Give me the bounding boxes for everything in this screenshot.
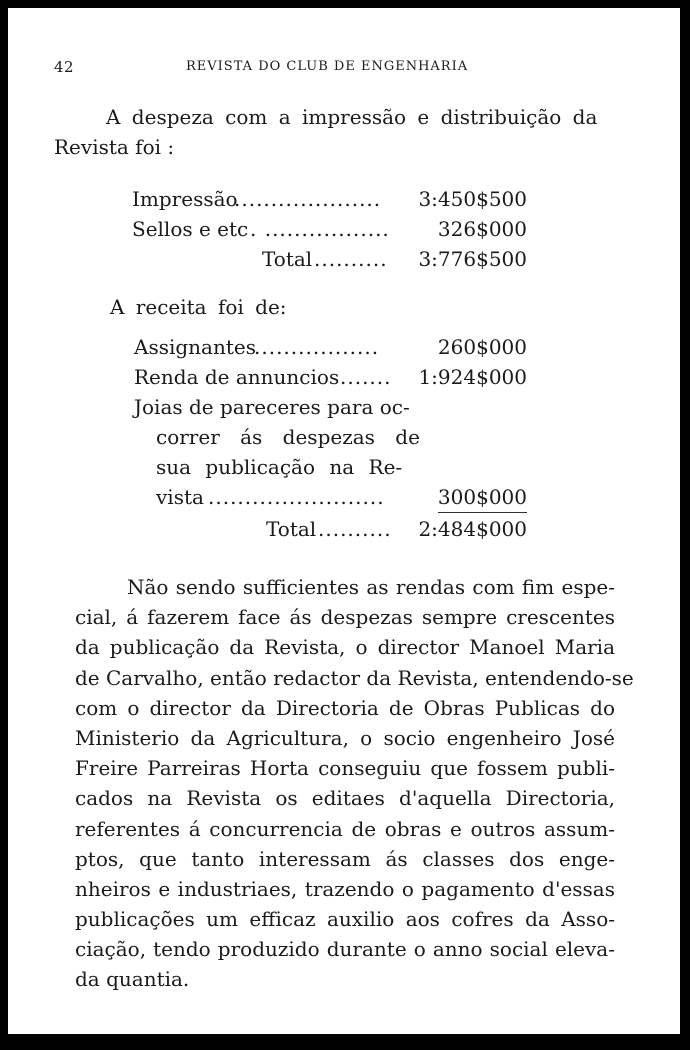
paragraph-line: ciação, tendo produzido durante o anno social eleva-: [75, 937, 615, 962]
intro-line-1: A despeza com a impressão e distribuição da: [106, 105, 598, 129]
ledger-row: [8, 184, 680, 214]
paragraph-line: da publicação da Revista, o director Manoel Maria: [75, 635, 615, 660]
paragraph-line: da quantia.: [75, 967, 190, 992]
ledger-label: vista: [156, 485, 204, 509]
ledger-row: [8, 452, 680, 482]
ledger-row: [8, 482, 680, 512]
leader-dots: .................: [254, 335, 380, 359]
ledger-label: Joias de pareceres para oc-: [134, 395, 410, 419]
leader-dots: ..........: [318, 517, 392, 541]
running-title: REVISTA DO CLUB DE ENGENHARIA: [186, 59, 469, 74]
ledger-total-amount: 3:776$500: [418, 247, 527, 271]
paragraph-line: com o director da Directoria de Obras Publicas do: [75, 695, 615, 720]
page-number: 42: [54, 58, 75, 76]
ledger-total-row: [8, 244, 680, 274]
leader-dots: . .................: [250, 217, 390, 241]
ledger-label: sua publicação na Re-: [156, 455, 403, 479]
paragraph-line: cial, á fazerem face ás despezas sempre crescentes: [75, 605, 615, 630]
page-header: [54, 56, 640, 80]
body-paragraph: [75, 572, 634, 995]
paragraph-line: Freire Parreiras Horta conseguiu que fossem publi-: [75, 756, 615, 781]
ledger-amount: 326$000: [437, 217, 527, 241]
ledger-total-amount: 2:484$000: [418, 517, 527, 541]
paragraph-line: ptos, que tanto interessam ás classes dos enge-: [75, 846, 615, 871]
paragraph-line: referentes á concurrencia de obras e outros assum-: [75, 816, 615, 841]
paragraph-line: Não sendo sufficientes as rendas com fim espe-: [127, 575, 615, 599]
paragraph-line: nheiros e industriaes, trazendo o pagamento d'essas: [75, 876, 615, 901]
leader-dots: ..........: [314, 247, 388, 271]
ledger-label: correr ás despezas de: [156, 425, 420, 449]
intro-line-2: Revista foi :: [54, 135, 175, 159]
ledger-total-row: [8, 514, 680, 544]
ledger-row: [8, 332, 680, 362]
leader-dots: ....................: [234, 187, 382, 211]
ledger-row: [8, 392, 680, 422]
ledger-row: [8, 214, 680, 244]
paragraph-line: publicações um efficaz auxilio aos cofres da Asso-: [75, 907, 615, 932]
paragraph-line: cados na Revista os editaes d'aquella Directoria,: [75, 786, 615, 811]
ledger-row: [8, 422, 680, 452]
paragraph-line: de Carvalho, então redactor da Revista, entendendo-se: [75, 665, 634, 690]
ledger-total-label: Total: [266, 517, 317, 541]
ledger-total-label: Total: [262, 247, 313, 271]
ledger-label: Assignantes: [134, 335, 256, 359]
ledger-amount: 3:450$500: [418, 187, 527, 211]
ledger-row: [8, 362, 680, 392]
ledger-amount: 260$000: [437, 335, 527, 359]
paragraph-line: Ministerio da Agricultura, o socio engenheiro José: [75, 725, 615, 750]
ledger-label: Renda de annuncios: [134, 365, 340, 389]
leader-dots: .......: [340, 365, 392, 389]
receipts-title: A receita foi de:: [110, 295, 287, 319]
book-page: [8, 8, 680, 1034]
ledger-label: Impressão: [132, 187, 238, 211]
ledger-amount: 300$000: [438, 482, 527, 513]
ledger-label: Sellos e etc: [132, 217, 249, 241]
leader-dots: ........................: [208, 485, 385, 509]
ledger-amount: 1:924$000: [418, 365, 527, 389]
